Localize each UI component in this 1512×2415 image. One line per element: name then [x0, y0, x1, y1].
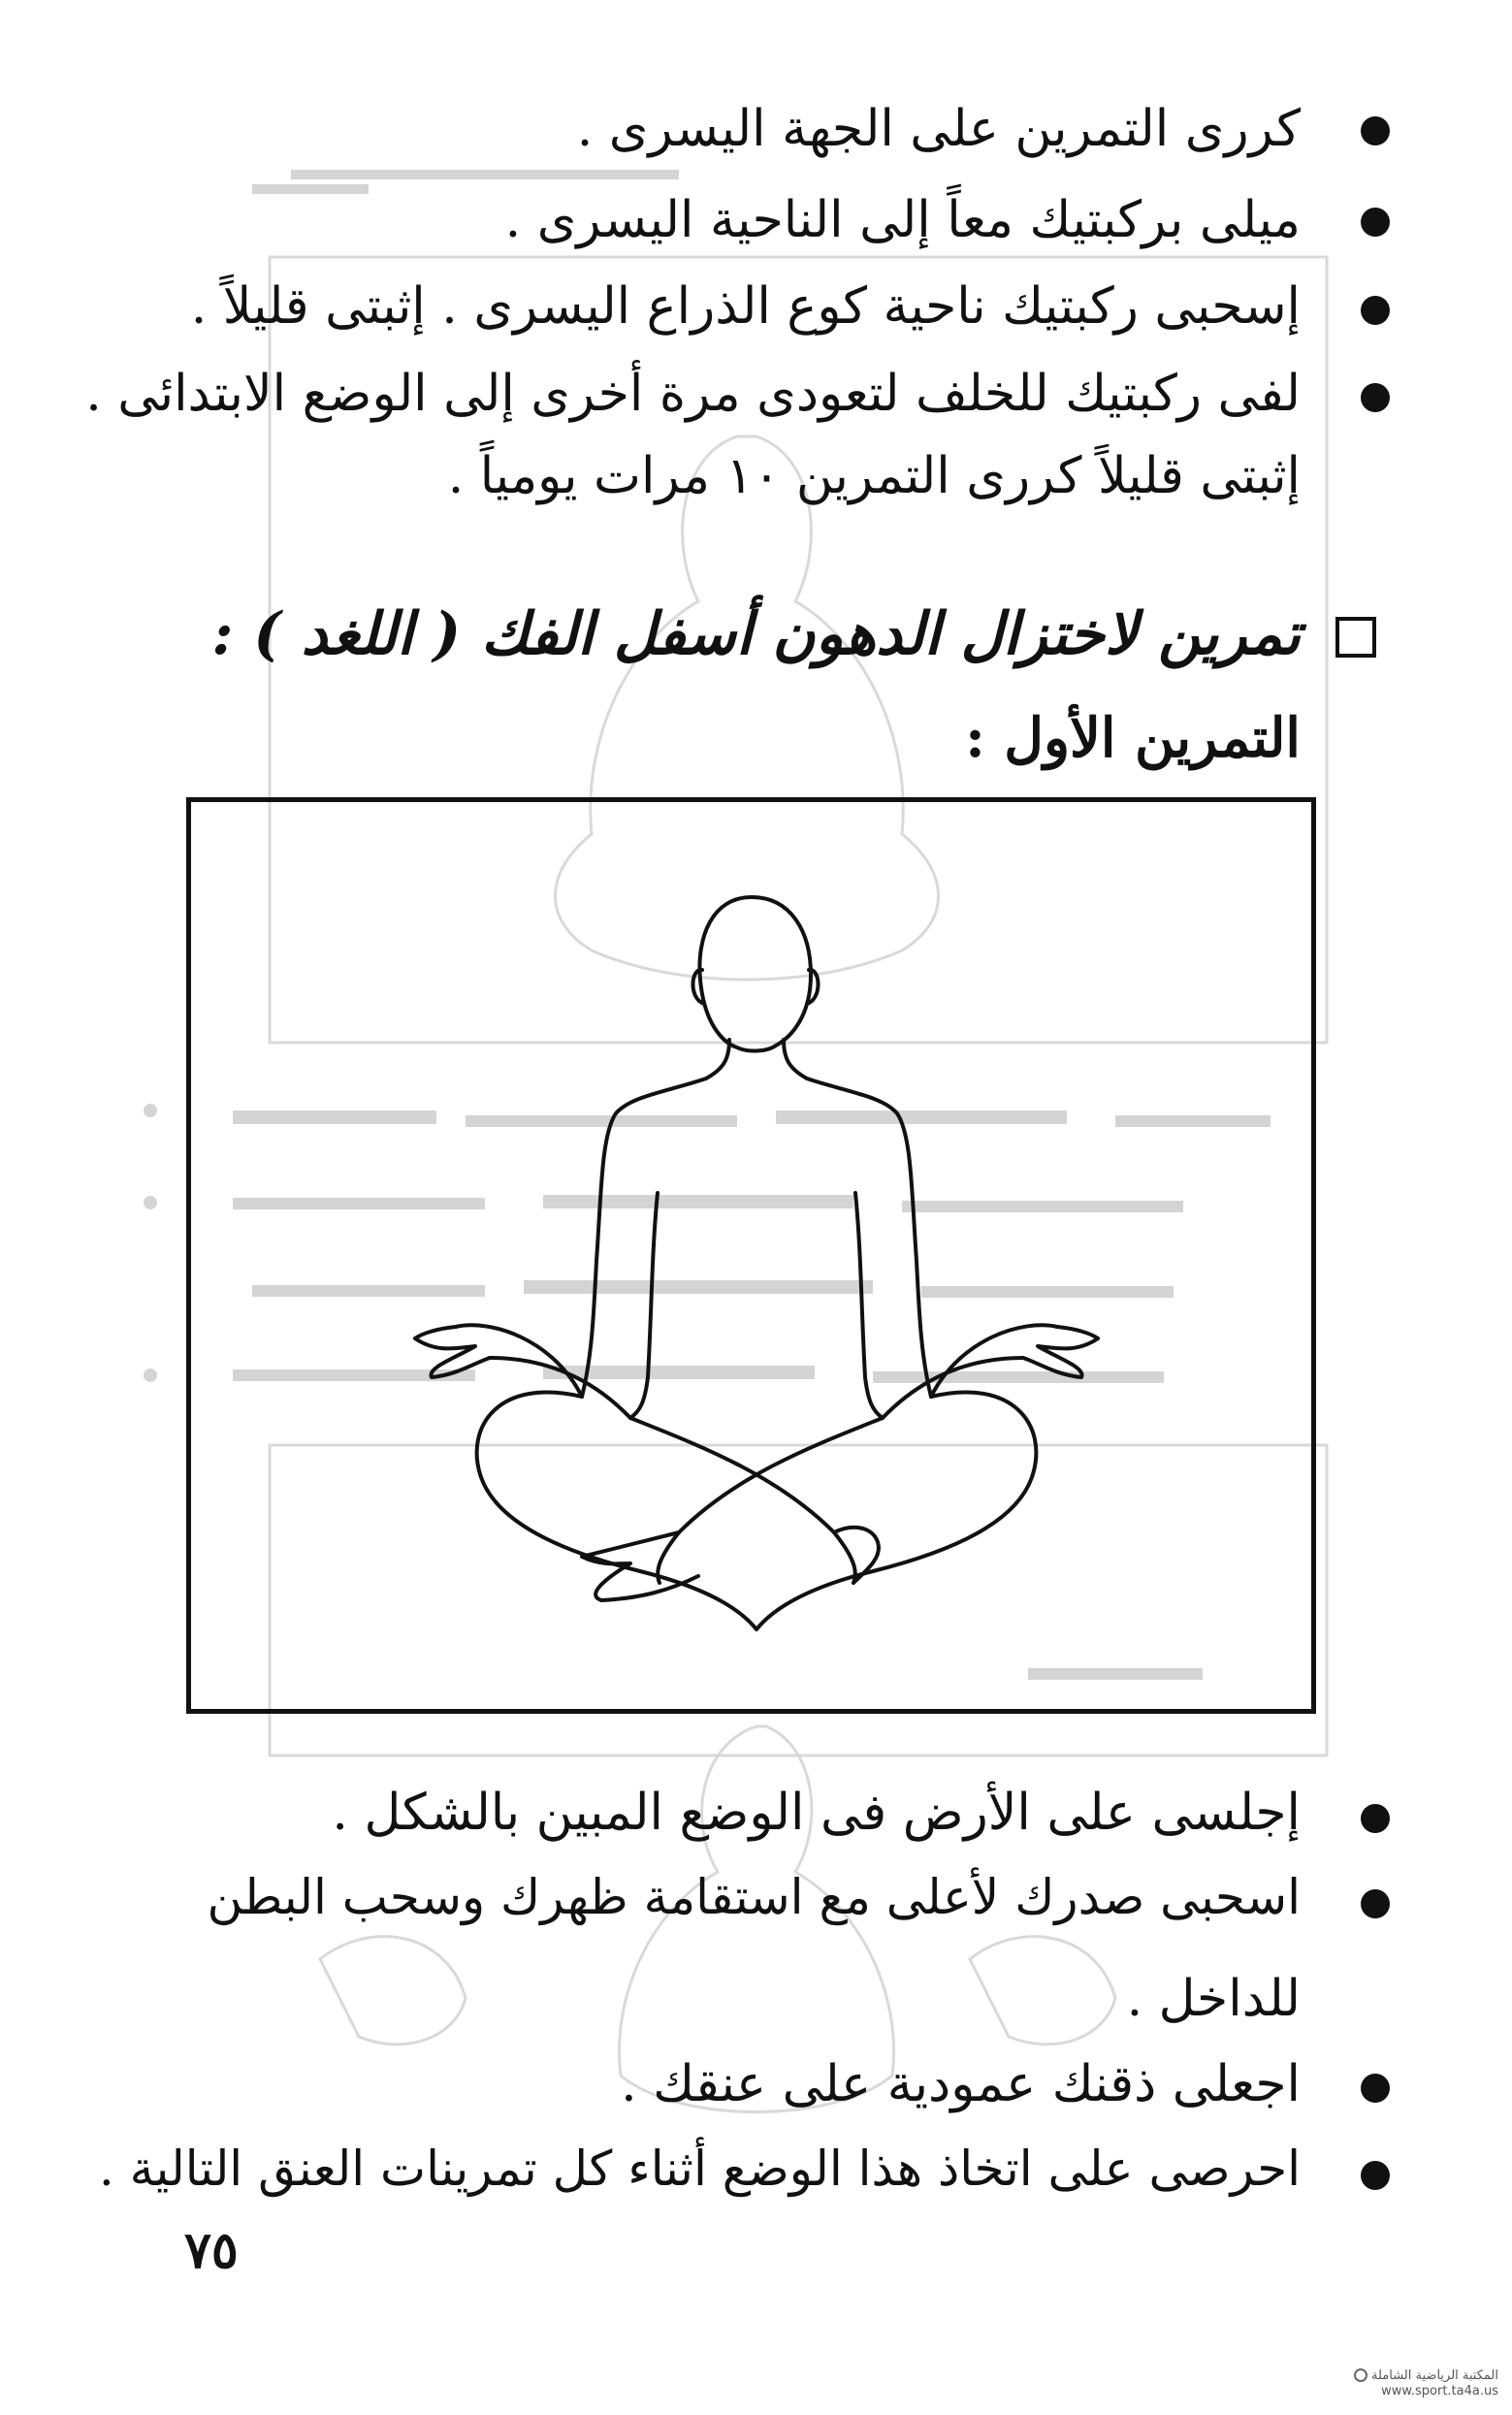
- page-number: ٧٥: [184, 2221, 239, 2280]
- bottom-bullet-4: احرصى على اتخاذ هذا الوضع أثناء كل تمرينات العنق التالية .: [98, 2141, 1301, 2197]
- section-heading: تمرين لاختزال الدهون أسفل الفك ( اللغد ) :: [211, 600, 1301, 668]
- bottom-continuation-text: للداخل .: [1126, 1970, 1301, 2028]
- top-bullet-1: كررى التمرين على الجهة اليسرى .: [576, 100, 1301, 158]
- exercise-label: التمرين الأول :: [965, 706, 1301, 770]
- bottom-bullet-1: إجلسى على الأرض فى الوضع المبين بالشكل .: [332, 1784, 1301, 1842]
- bullet-marker: [1361, 2074, 1390, 2103]
- library-logo-icon: [1354, 2368, 1367, 2382]
- top-bullet-2: ميلى بركبتيك معاً إلى الناحية اليسرى .: [504, 191, 1301, 249]
- bottom-bullet-2: اسحبى صدرك لأعلى مع استقامة ظهرك وسحب البطن: [207, 1869, 1301, 1925]
- bullet-marker: [1361, 2161, 1390, 2190]
- library-watermark: [1350, 2368, 1498, 2400]
- bottom-bullet-3: اجعلى ذقنك عمودية على عنقك .: [621, 2055, 1301, 2113]
- top-bullet-4: لفى ركبتيك للخلف لتعودى مرة أخرى إلى الوضع الابتدائى .: [85, 365, 1301, 423]
- watermark-name: المكتبة الرياضية الشاملة: [1371, 2367, 1498, 2383]
- top-bullet-3: إسحبى ركبتيك ناحية كوع الذراع اليسرى . إثبتى قليلاً .: [190, 277, 1301, 336]
- bullet-marker: [1361, 1889, 1390, 1918]
- bullet-marker: [1361, 1804, 1390, 1833]
- watermark-url: www.sport.ta4a.us: [1381, 2383, 1498, 2399]
- top-continuation-text: إثبتى قليلاً كررى التمرين ١٠ مرات يومياً .: [447, 447, 1301, 505]
